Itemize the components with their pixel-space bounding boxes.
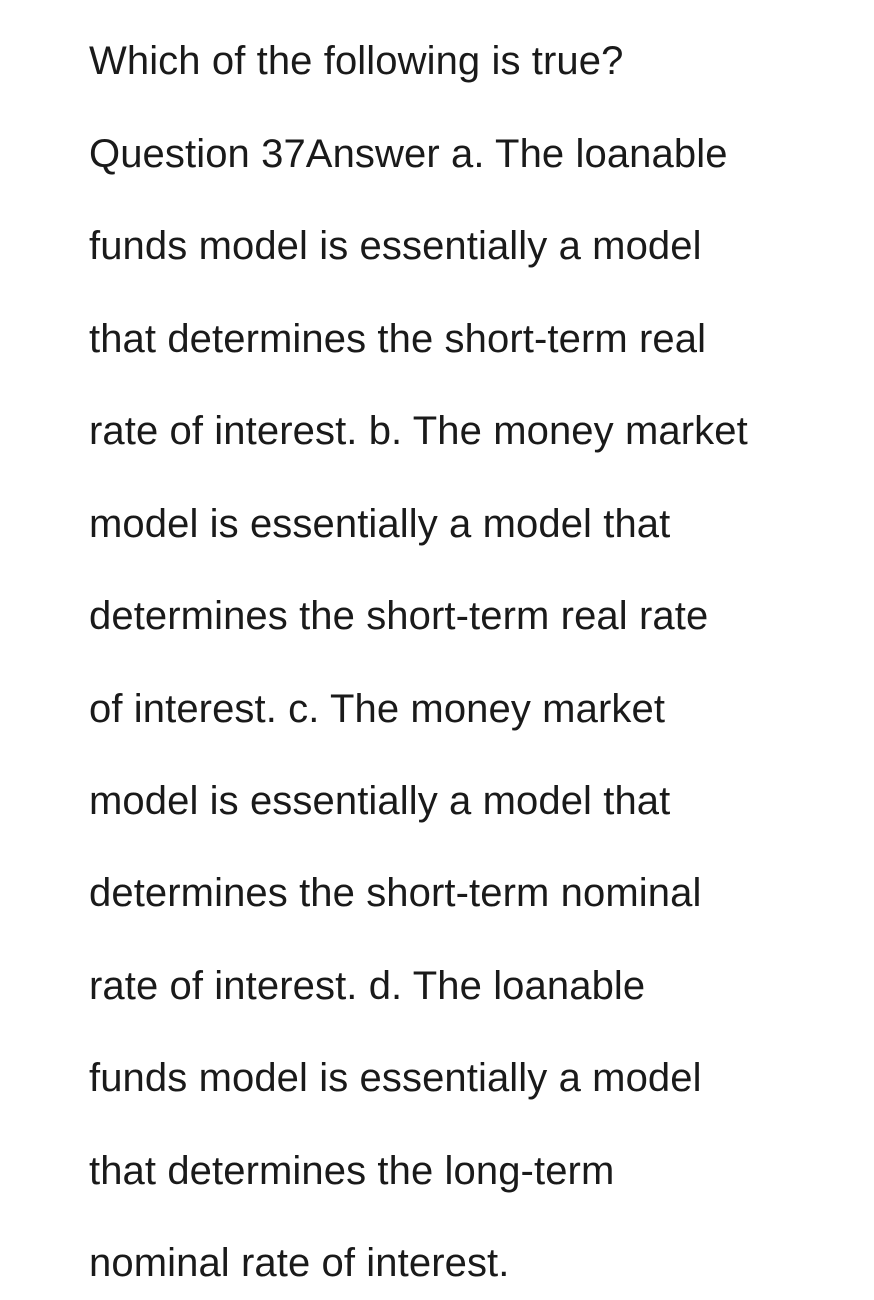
question-text-line: of interest. c. The money market [89,687,666,731]
question-text-line: model is essentially a model that [89,779,671,823]
question-text-line: Question 37Answer a. The loanable [89,132,728,176]
question-prompt: Which of the following is true? [89,39,624,83]
question-text-line: determines the short-term nominal [89,871,702,915]
question-text-line: that determines the long-term [89,1149,615,1193]
question-text-line: model is essentially a model that [89,502,671,546]
question-text-line: funds model is essentially a model [89,224,702,268]
question-text-line: nominal rate of interest. [89,1241,510,1285]
question-text-line: rate of interest. b. The money market [89,409,748,453]
question-text-line: that determines the short-term real [89,317,707,361]
question-text-line: determines the short-term real rate [89,594,709,638]
question-text-line: funds model is essentially a model [89,1056,702,1100]
question-text-line: rate of interest. d. The loanable [89,964,646,1008]
